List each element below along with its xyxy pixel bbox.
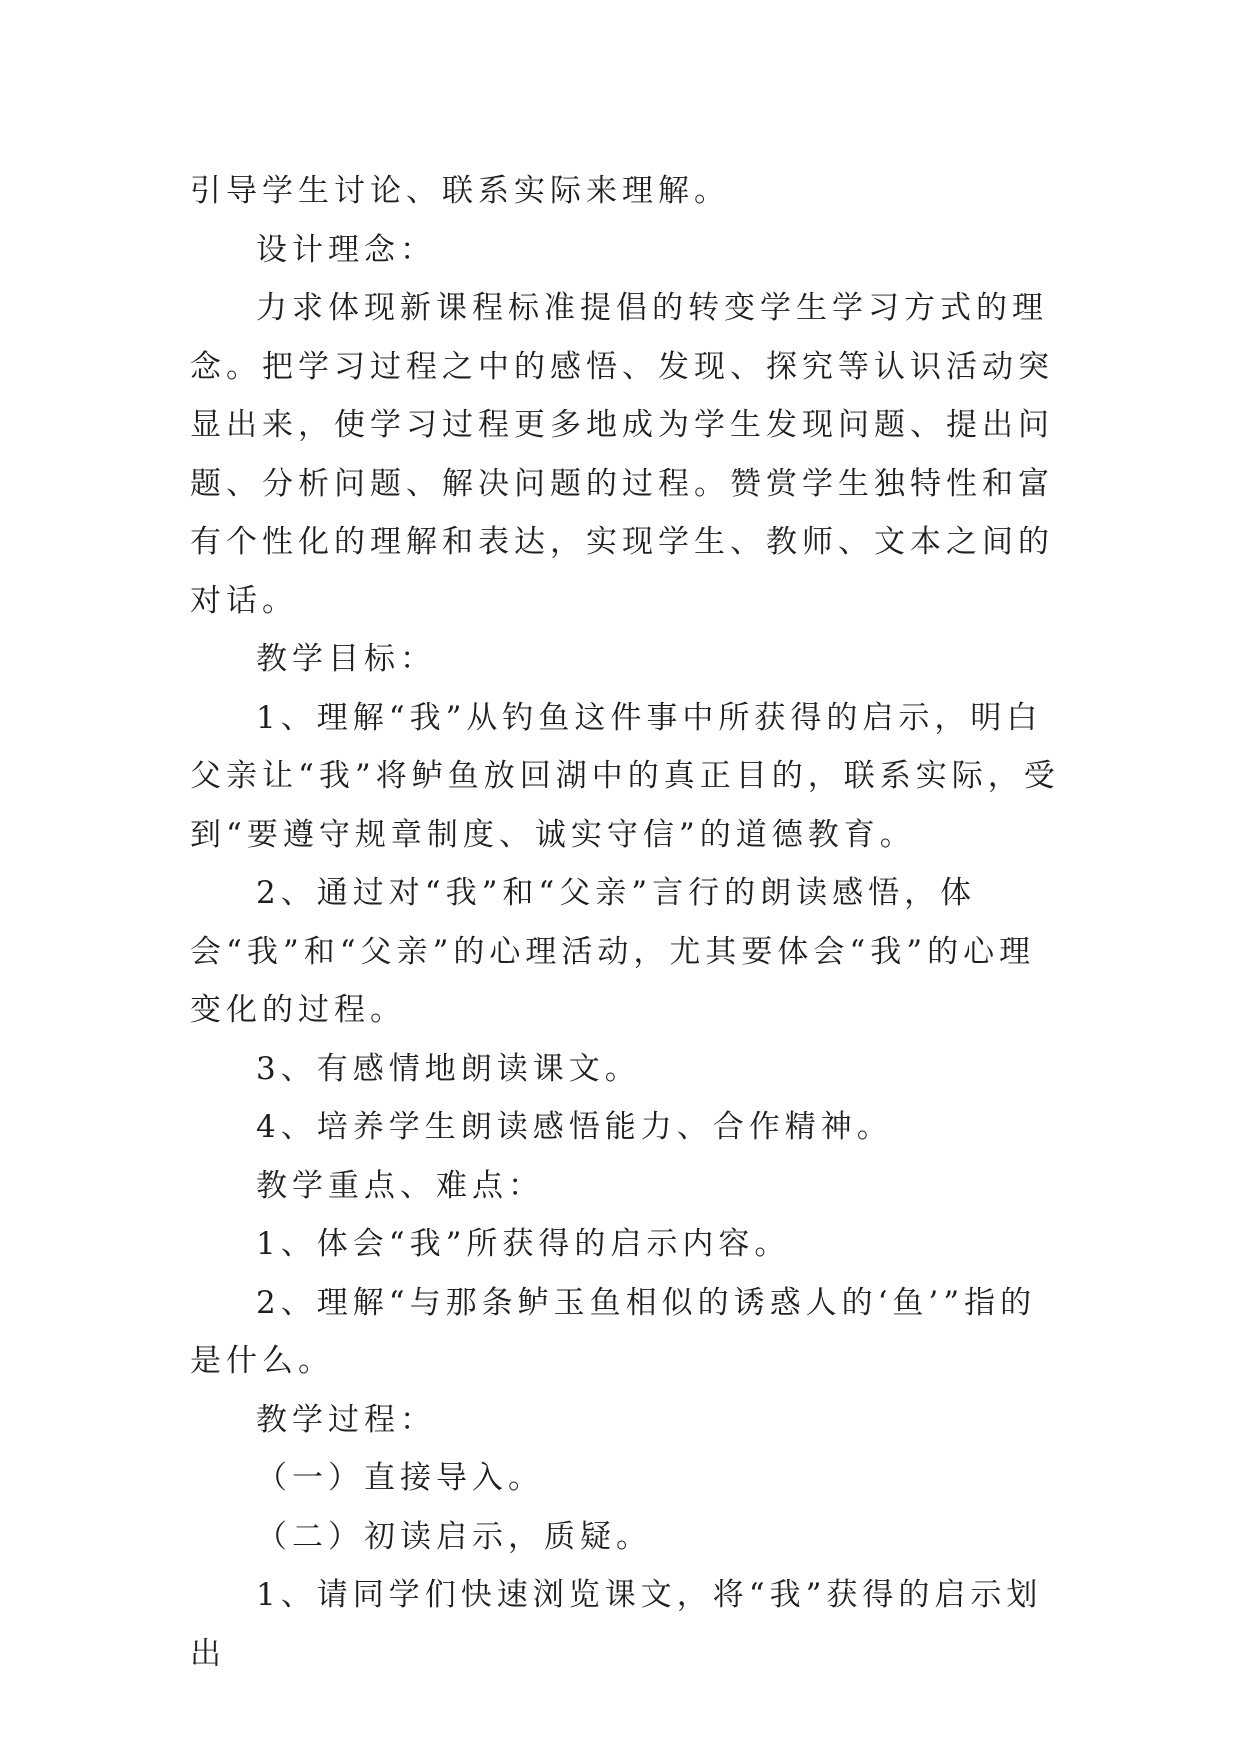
document-body [190, 162, 1070, 1683]
paragraph-3: 教学目标： [256, 641, 436, 677]
paragraph-0: 引导学生讨论、联系实际来理解。 [190, 173, 730, 209]
paragraph-10: 2、理解“与那条鲈玉鱼相似的诱惑人的‘鱼’”指的是什么。 [190, 1284, 1037, 1379]
paragraph-2: 力求体现新课程标准提倡的转变学生学习方式的理念。把学习过程之中的感悟、发现、探究等认识活动突显出来，使学习过程更多地成为学生发现问题、提出问题、分析问题、解决问题的过程。赞赏学生独特性和富有个性化的理解和表达，实现学生、教师、文本之间的对话。 [190, 290, 1054, 619]
paragraph-5: 2、通过对“我”和“父亲”言行的朗读感悟，体会“我”和“父亲”的心理活动，尤其要体会“我”的心理变化的过程。 [190, 875, 1036, 1028]
paragraph-7: 4、培养学生朗读感悟能力、合作精神。 [256, 1109, 893, 1145]
paragraph-4: 1、理解“我”从钓鱼这件事中所获得的启示，明白父亲让“我”将鲈鱼放回湖中的真正目的，联系实际，受到“要遵守规章制度、诚实守信”的道德教育。 [190, 699, 1060, 853]
paragraph-13: （二）初读启示，质疑。 [256, 1518, 652, 1555]
paragraph-8: 教学重点、难点： [256, 1167, 544, 1204]
paragraph-11: 教学过程： [256, 1401, 436, 1438]
paragraph-12: （一）直接导入。 [256, 1460, 544, 1496]
paragraph-9: 1、体会“我”所获得的启示内容。 [256, 1226, 791, 1262]
paragraph-6: 3、有感情地朗读课文。 [256, 1050, 641, 1087]
paragraph-14: 1、请同学们快速浏览课文，将“我”获得的启示划出 [190, 1577, 1043, 1672]
paragraph-1: 设计理念： [256, 231, 436, 268]
